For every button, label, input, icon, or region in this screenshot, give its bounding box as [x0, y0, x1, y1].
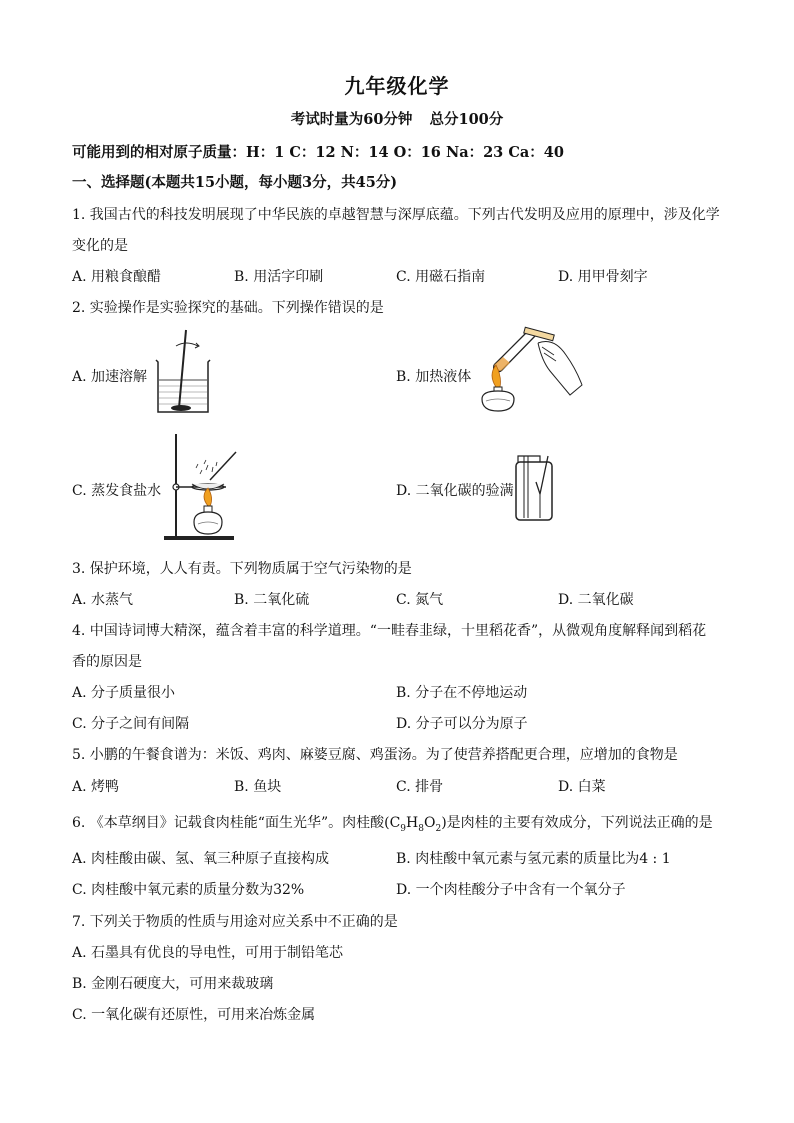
q4-option-a: A. 分子质量很小 — [72, 685, 176, 701]
atomic-masses: 可能用到的相对原子质量：H：1 C：12 N：14 O：16 Na：23 Ca：40 — [72, 144, 564, 161]
exam-time: 考试时量为60分钟 — [290, 111, 413, 128]
q5-option-c: C. 排骨 — [396, 779, 444, 795]
q1-option-d: D. 用甲骨刻字 — [558, 269, 648, 285]
q4-stem-line2: 香的原因是 — [72, 654, 142, 670]
q6-option-d: D. 一个肉桂酸分子中含有一个氧分子 — [396, 882, 626, 898]
q7-option-a: A. 石墨具有优良的导电性，可用于制铅笔芯 — [72, 945, 344, 961]
q1-option-c: C. 用磁石指南 — [396, 269, 486, 285]
q1-option-b: B. 用活字印刷 — [234, 269, 324, 285]
q2-stem: 2. 实验操作是实验探究的基础。下列操作错误的是 — [72, 300, 384, 316]
q5-option-d: D. 白菜 — [558, 779, 606, 795]
exam-score: 总分100分 — [429, 111, 504, 128]
q3-option-d: D. 二氧化碳 — [558, 592, 634, 608]
q2-option-c: C. 蒸发食盐水 — [72, 483, 162, 499]
page-title: 九年级化学 — [344, 74, 450, 98]
q4-option-d: D. 分子可以分为原子 — [396, 716, 528, 732]
q6-option-a: A. 肉桂酸由碳、氢、氧三种原子直接构成 — [72, 851, 330, 867]
q1-option-a: A. 用粮食酿醋 — [72, 269, 162, 285]
evaporation-figure — [160, 432, 245, 542]
co2-test-figure — [510, 446, 560, 526]
q4-stem-line1: 4. 中国诗词博大精深，蕴含着丰富的科学道理。“一畦春韭绿，十里稻花香”，从微观角度解释闻到稻花 — [72, 623, 707, 639]
q3-option-b: B. 二氧化硫 — [234, 592, 310, 608]
exam-info — [0, 108, 794, 129]
section-heading: 一、选择题(本题共15小题，每小题3分，共45分) — [72, 174, 398, 191]
q6-option-b: B. 肉桂酸中氧元素与氢元素的质量比为4 : 1 — [396, 851, 671, 867]
q5-option-a: A. 烤鸭 — [72, 779, 120, 795]
q7-option-b: B. 金刚石硬度大，可用来裁玻璃 — [72, 976, 274, 992]
q6-option-c: C. 肉桂酸中氧元素的质量分数为32% — [72, 882, 305, 898]
q2-option-b: B. 加热液体 — [396, 369, 472, 385]
q4-option-c: C. 分子之间有间隔 — [72, 716, 190, 732]
beaker-stirring-figure — [150, 328, 220, 418]
q7-stem: 7. 下列关于物质的性质与用途对应关系中不正确的是 — [72, 914, 398, 930]
q1-stem-line1: 1. 我国古代的科技发明展现了中华民族的卓越智慧与深厚底蕴。下列古代发明及应用的原理中，涉及化学 — [72, 207, 720, 223]
q7-option-c: C. 一氧化碳有还原性，可用来冶炼金属 — [72, 1007, 316, 1023]
q5-option-b: B. 鱼块 — [234, 779, 282, 795]
q3-stem: 3. 保护环境，人人有责。下列物质属于空气污染物的是 — [72, 561, 412, 577]
q3-option-a: A. 水蒸气 — [72, 592, 134, 608]
q5-stem: 5. 小鹏的午餐食谱为：米饭、鸡肉、麻婆豆腐、鸡蛋汤。为了使营养搭配更合理，应增加的食物是 — [72, 747, 678, 763]
q2-option-d: D. 二氧化碳的验满 — [396, 483, 514, 499]
q6-stem: 6. 《本草纲目》记载食肉桂能“面生光华”。肉桂酸$(C_9H_8O_2)$是肉桂的主要有效成分，下列说法正确的是 — [72, 815, 713, 834]
q3-option-c: C. 氮气 — [396, 592, 444, 608]
q1-stem-line2: 变化的是 — [72, 238, 128, 254]
q2-option-a: A. 加速溶解 — [72, 369, 148, 385]
heating-liquid-figure — [470, 325, 585, 420]
q4-option-b: B. 分子在不停地运动 — [396, 685, 528, 701]
